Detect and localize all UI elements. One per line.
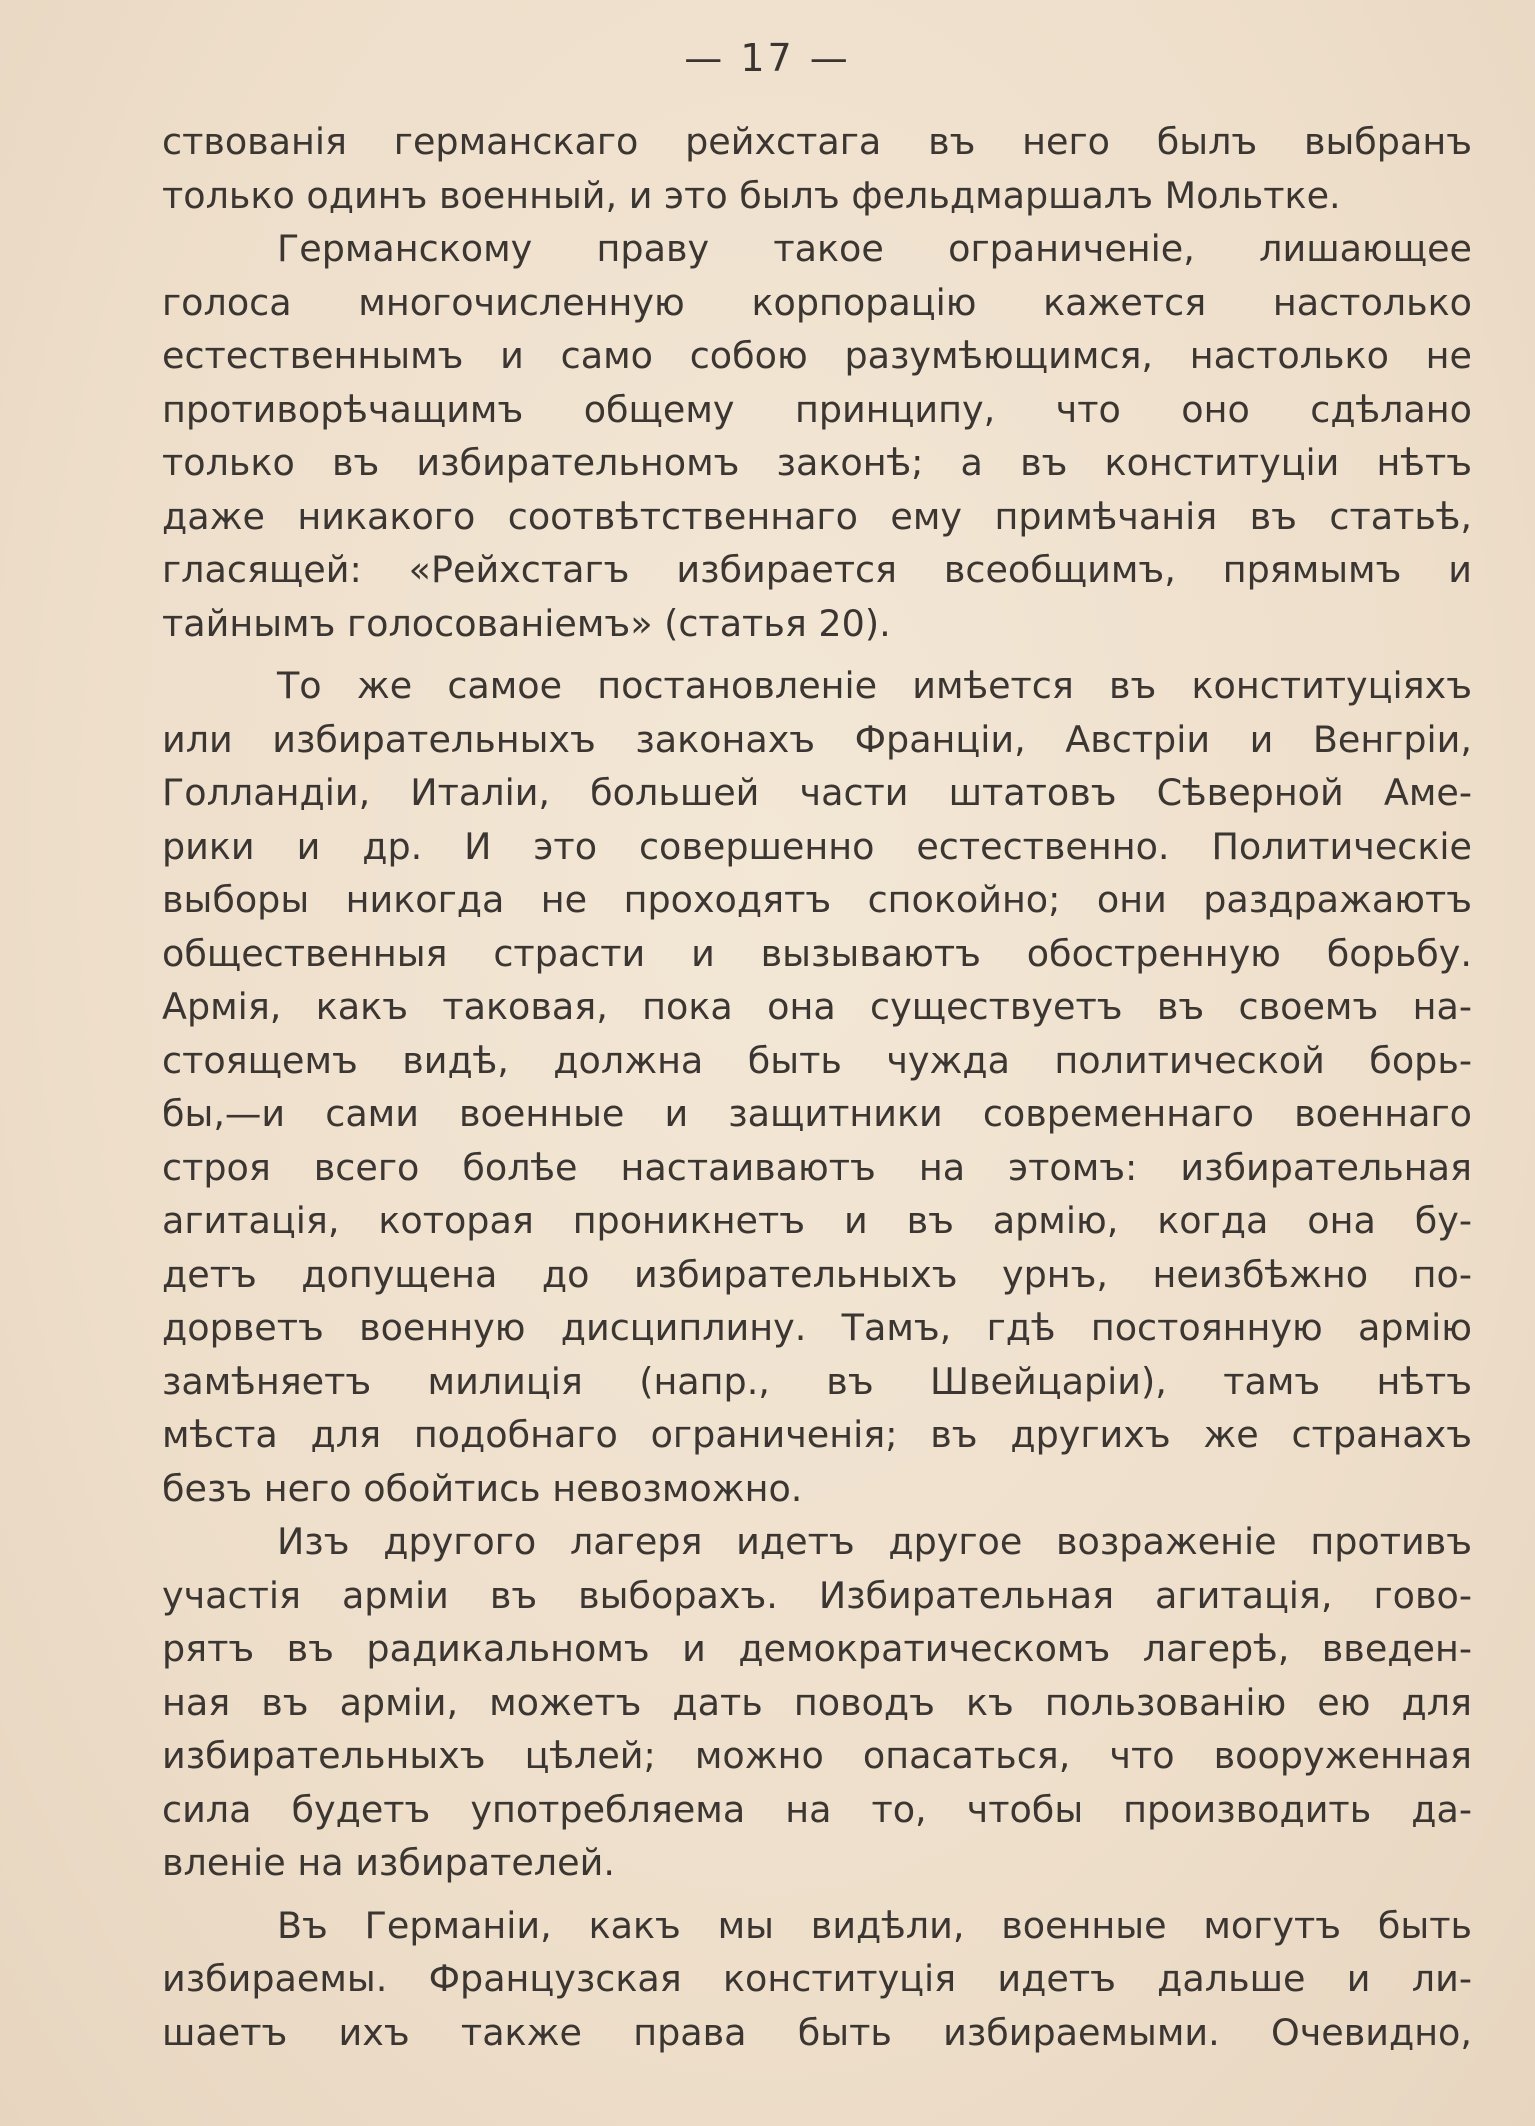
text-line: Въ Германіи, какъ мы видѣли, военные могутъ быть bbox=[277, 1903, 1472, 1947]
text-line: голоса многочисленную корпорацію кажется настолько bbox=[162, 280, 1472, 324]
text-line: общественныя страсти и вызываютъ обостренную борьбу. bbox=[162, 931, 1472, 975]
text-line: избираемы. Французская конституція идетъ дальше и ли- bbox=[162, 1957, 1472, 2000]
paragraph-gap bbox=[162, 650, 1472, 659]
text-line: стоящемъ видѣ, должна быть чужда политической борь- bbox=[162, 1038, 1472, 1082]
text-line: или избирательныхъ законахъ Франціи, Австріи и Венгріи, bbox=[162, 717, 1472, 761]
text-line: бы,—и сами военные и защитники современнаго военнаго bbox=[162, 1092, 1472, 1135]
text-line: рики и др. И это совершенно естественно. Политическіе bbox=[162, 824, 1472, 868]
text-line: гласящей: «Рейхстагъ избирается всеобщимъ, прямымъ и bbox=[162, 548, 1472, 591]
text-line: замѣняетъ милиція (напр., въ Швейцаріи), тамъ нѣтъ bbox=[162, 1359, 1472, 1403]
text-line: противорѣчащимъ общему принципу, что оно сдѣлано bbox=[162, 387, 1472, 431]
text-line: рятъ въ радикальномъ и демократическомъ лагерѣ, введен- bbox=[162, 1627, 1472, 1670]
text-line: участія арміи въ выборахъ. Избирательная агитація, гово- bbox=[162, 1573, 1472, 1617]
text-line: Голландіи, Италіи, большей части штатовъ Сѣверной Аме- bbox=[162, 771, 1472, 814]
text-line: строя всего болѣе настаиваютъ на этомъ: избирательная bbox=[162, 1145, 1472, 1189]
paragraph-5 bbox=[162, 1899, 1472, 2060]
text-line: Германскому праву такое ограниченіе, лишающее bbox=[277, 227, 1472, 270]
text-line: дорветъ военную дисциплину. Тамъ, гдѣ постоянную армію bbox=[162, 1306, 1472, 1349]
text-line: вленіе на избирателей. bbox=[162, 1841, 615, 1884]
text-line: безъ него обойтись невозможно. bbox=[162, 1466, 803, 1510]
paragraph-1 bbox=[162, 115, 1472, 222]
text-line: сила будетъ употребляема на то, чтобы производить да- bbox=[162, 1787, 1472, 1831]
text-line: выборы никогда не проходятъ спокойно; они раздражаютъ bbox=[162, 878, 1472, 921]
paragraph-2 bbox=[162, 222, 1472, 650]
text-line: шаетъ ихъ также права быть избираемыми. Очевидно, bbox=[162, 2010, 1472, 2054]
paragraph-gap bbox=[162, 1890, 1472, 1899]
text-line: Армія, какъ таковая, пока она существуетъ въ своемъ на- bbox=[162, 985, 1472, 1028]
text-line: естественнымъ и само собою разумѣющимся, настолько не bbox=[162, 334, 1472, 377]
text-line: мѣста для подобнаго ограниченія; въ другихъ же странахъ bbox=[162, 1413, 1472, 1456]
paragraph-3 bbox=[162, 659, 1472, 1515]
text-line: только одинъ военный, и это былъ фельдмаршалъ Мольтке. bbox=[162, 173, 1341, 217]
text-line: даже никакого соотвѣтственнаго ему примѣчанія въ статьѣ, bbox=[162, 494, 1472, 538]
paragraph-4 bbox=[162, 1515, 1472, 1890]
body-text bbox=[162, 115, 1472, 2059]
text-line: только въ избирательномъ законѣ; а въ конституціи нѣтъ bbox=[162, 441, 1472, 484]
text-line: То же самое постановленіе имѣется въ конституціяхъ bbox=[277, 664, 1472, 707]
page-number: — 17 — bbox=[684, 36, 851, 80]
text-line: ствованія германскаго рейхстага въ него былъ выбранъ bbox=[162, 120, 1472, 163]
text-line: агитація, которая проникнетъ и въ армію, когда она бу- bbox=[162, 1199, 1472, 1242]
text-line: ная въ арміи, можетъ дать поводъ къ пользованію ею для bbox=[162, 1680, 1472, 1724]
text-line: избирательныхъ цѣлей; можно опасаться, что вооруженная bbox=[162, 1734, 1472, 1777]
text-line: Изъ другого лагеря идетъ другое возраженіе противъ bbox=[277, 1520, 1472, 1563]
text-line: детъ допущена до избирательныхъ урнъ, неизбѣжно по- bbox=[162, 1252, 1472, 1296]
text-line: тайнымъ голосованіемъ» (статья 20). bbox=[162, 601, 891, 645]
